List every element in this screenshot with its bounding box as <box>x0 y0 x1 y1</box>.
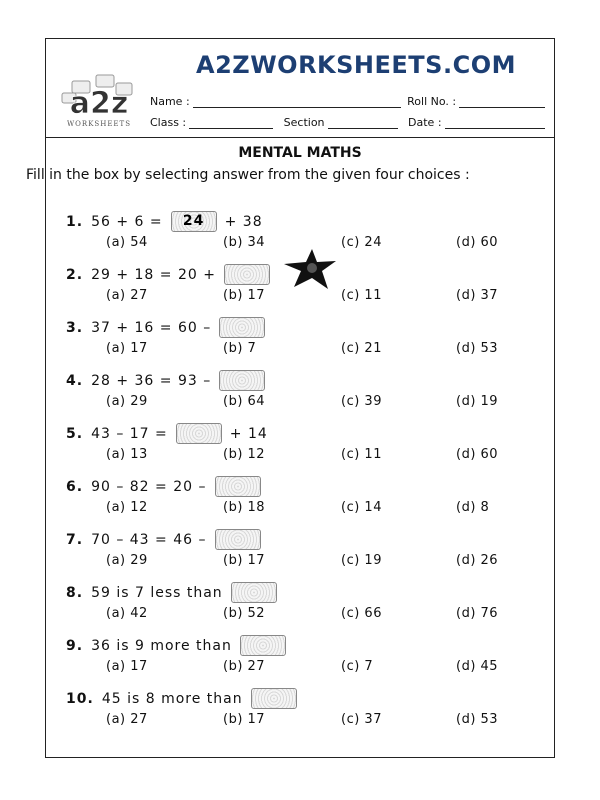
question-line <box>66 317 265 338</box>
name-label: Name : <box>150 95 190 108</box>
question-row <box>46 370 556 423</box>
class-field[interactable] <box>189 118 273 129</box>
question-text: 36 is 9 more than <box>91 637 232 654</box>
question-line <box>66 635 286 656</box>
choice-a[interactable]: (a) 42 <box>106 606 148 621</box>
question-line <box>66 264 270 285</box>
logo-subtext: WORKSHEETS <box>66 120 132 128</box>
choice-d[interactable]: (d) 60 <box>456 235 499 250</box>
answer-box[interactable] <box>251 688 297 709</box>
worksheet-title: MENTAL MATHS <box>238 145 362 161</box>
choice-c[interactable]: (c) 19 <box>341 553 382 568</box>
question-number: 5. <box>66 425 84 442</box>
question-line <box>66 211 263 232</box>
choice-c[interactable]: (c) 39 <box>341 394 382 409</box>
choice-a[interactable]: (a) 27 <box>106 288 148 303</box>
answer-box[interactable] <box>224 264 270 285</box>
choice-d[interactable]: (d) 19 <box>456 394 499 409</box>
question-line <box>66 582 277 603</box>
logo-graphic <box>58 71 140 129</box>
answer-box[interactable] <box>215 529 261 550</box>
roll-field[interactable] <box>459 97 545 108</box>
question-number: 2. <box>66 266 84 283</box>
choice-c[interactable]: (c) 11 <box>341 447 382 462</box>
site-title: A2ZWORKSHEETS.COM <box>196 51 516 79</box>
question-number: 4. <box>66 372 84 389</box>
choice-a[interactable]: (a) 54 <box>106 235 148 250</box>
choice-d[interactable]: (d) 8 <box>456 500 490 515</box>
question-number: 1. <box>66 213 84 230</box>
choice-d[interactable]: (d) 76 <box>456 606 499 621</box>
question-text: 90 – 82 = 20 – <box>91 478 207 495</box>
choice-b[interactable]: (b) 17 <box>223 553 266 568</box>
choice-d[interactable]: (d) 45 <box>456 659 499 674</box>
choice-a[interactable]: (a) 29 <box>106 394 148 409</box>
question-row <box>46 476 556 529</box>
choice-b[interactable]: (b) 64 <box>223 394 266 409</box>
choice-b[interactable]: (b) 17 <box>223 712 266 727</box>
date-label: Date : <box>408 116 442 129</box>
question-line <box>66 423 268 444</box>
question-text: 43 – 17 = <box>91 425 168 442</box>
choice-a[interactable]: (a) 12 <box>106 500 148 515</box>
question-line <box>66 370 265 391</box>
choice-d[interactable]: (d) 60 <box>456 447 499 462</box>
a2z-logo <box>58 71 140 129</box>
question-text: 59 is 7 less than <box>91 584 223 601</box>
choice-b[interactable]: (b) 34 <box>223 235 266 250</box>
choice-b[interactable]: (b) 27 <box>223 659 266 674</box>
question-text-after: + 14 <box>229 425 268 442</box>
worksheet-frame <box>26 38 555 758</box>
choice-a[interactable]: (a) 27 <box>106 712 148 727</box>
section-label: Section <box>283 116 325 129</box>
logo-text: a2z <box>69 86 129 121</box>
question-number: 9. <box>66 637 84 654</box>
question-row <box>46 635 556 688</box>
question-number: 8. <box>66 584 84 601</box>
answer-box[interactable] <box>231 582 277 603</box>
question-text: 37 + 16 = 60 – <box>91 319 212 336</box>
name-row <box>150 95 548 108</box>
star-icon <box>282 247 338 291</box>
roll-label: Roll No. : <box>407 95 457 108</box>
question-number: 3. <box>66 319 84 336</box>
question-row <box>46 688 556 741</box>
answer-box[interactable] <box>176 423 222 444</box>
choice-b[interactable]: (b) 7 <box>223 341 257 356</box>
question-row <box>46 529 556 582</box>
class-label: Class : <box>150 116 187 129</box>
question-text: 45 is 8 more than <box>101 690 243 707</box>
question-line <box>66 688 297 709</box>
choice-c[interactable]: (c) 14 <box>341 500 382 515</box>
answer-box[interactable] <box>219 317 265 338</box>
choice-a[interactable]: (a) 13 <box>106 447 148 462</box>
instruction-text: Fill in the box by selecting answer from the given four choices : <box>26 167 470 183</box>
choice-c[interactable]: (c) 11 <box>341 288 382 303</box>
question-line <box>66 476 261 497</box>
choice-b[interactable]: (b) 17 <box>223 288 266 303</box>
answer-box[interactable] <box>240 635 286 656</box>
header-divider <box>46 137 554 138</box>
choice-d[interactable]: (d) 26 <box>456 553 499 568</box>
question-text: 56 + 6 = <box>91 213 163 230</box>
question-number: 6. <box>66 478 84 495</box>
question-text-after: + 38 <box>224 213 263 230</box>
question-text: 29 + 18 = 20 + <box>91 266 216 283</box>
section-field[interactable] <box>328 118 398 129</box>
choice-c[interactable]: (c) 66 <box>341 606 382 621</box>
answer-box[interactable] <box>215 476 261 497</box>
answer-box[interactable]: 24 <box>171 211 217 232</box>
question-number: 7. <box>66 531 84 548</box>
choice-d[interactable]: (d) 37 <box>456 288 499 303</box>
choice-b[interactable]: (b) 12 <box>223 447 266 462</box>
choice-b[interactable]: (b) 18 <box>223 500 266 515</box>
choice-c[interactable]: (c) 37 <box>341 712 382 727</box>
choice-a[interactable]: (a) 17 <box>106 341 148 356</box>
choice-c[interactable]: (c) 21 <box>341 341 382 356</box>
choice-a[interactable]: (a) 29 <box>106 553 148 568</box>
date-field[interactable] <box>445 118 545 129</box>
choice-d[interactable]: (d) 53 <box>456 341 499 356</box>
choice-d[interactable]: (d) 53 <box>456 712 499 727</box>
choice-b[interactable]: (b) 52 <box>223 606 266 621</box>
class-row <box>150 116 548 129</box>
choice-c[interactable]: (c) 7 <box>341 659 374 674</box>
name-field[interactable] <box>193 97 401 108</box>
question-line <box>66 529 261 550</box>
choice-c[interactable]: (c) 24 <box>341 235 382 250</box>
question-row <box>46 582 556 635</box>
question-text: 28 + 36 = 93 – <box>91 372 212 389</box>
choice-a[interactable]: (a) 17 <box>106 659 148 674</box>
question-row <box>46 423 556 476</box>
question-row <box>46 317 556 370</box>
answer-box[interactable] <box>219 370 265 391</box>
question-text: 70 – 43 = 46 – <box>91 531 207 548</box>
question-number: 10. <box>66 690 94 707</box>
